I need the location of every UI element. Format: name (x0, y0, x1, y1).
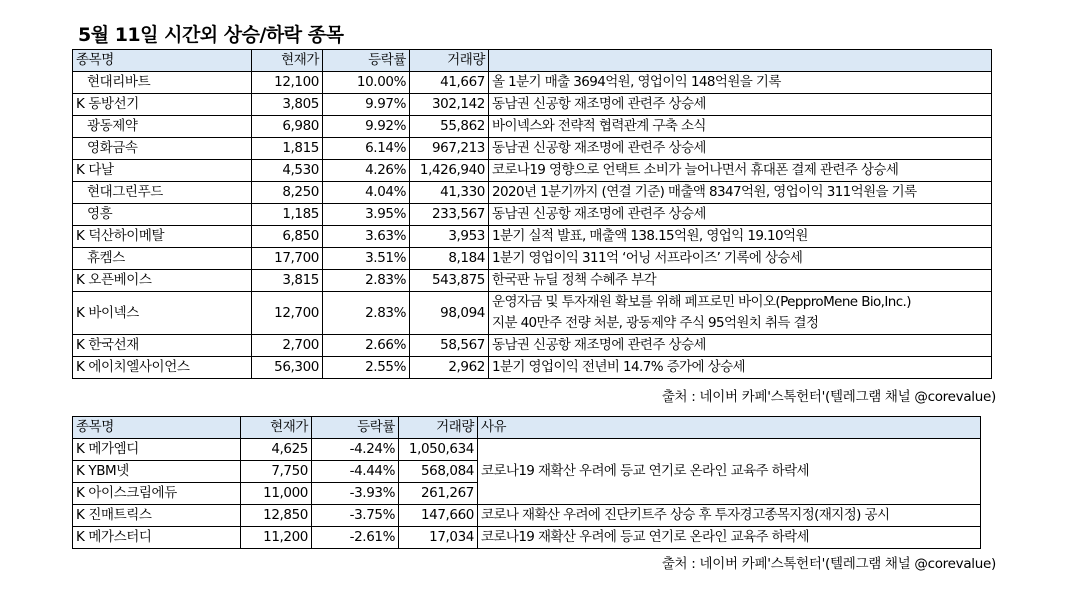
stock-reason-merged: 코로나19 재확산 우려에 등교 연기로 온라인 교육주 하락세 (478, 439, 981, 505)
stock-reason: 1분기 영업이익 311억 ‘어닝 서프라이즈’ 기록에 상승세 (489, 248, 992, 270)
stock-reason: 2020년 1분기까지 (연결 기준) 매출액 8347억원, 영업이익 311억원을 기록 (489, 182, 992, 204)
stock-change: 4.04% (323, 182, 410, 204)
stock-volume: 8,184 (410, 248, 489, 270)
stock-volume: 17,034 (399, 527, 478, 549)
table-row (73, 505, 981, 527)
reason-line-1: 운영자금 및 투자재원 확보를 위해 페프로민 바이오(PepproMene Bio,Inc.) (492, 294, 911, 310)
stock-name: K 다날 (73, 160, 252, 182)
stock-change: -3.75% (312, 505, 399, 527)
stock-change: -4.24% (312, 439, 399, 461)
stock-name: K YBM넷 (73, 461, 241, 483)
page-title: 5월 11일 시간외 상승/하락 종목 (78, 24, 344, 46)
stock-name: K 오픈베이스 (73, 270, 252, 292)
stock-price: 6,980 (252, 116, 323, 138)
stock-volume: 261,267 (399, 483, 478, 505)
stock-volume: 41,330 (410, 182, 489, 204)
stock-price: 1,815 (252, 138, 323, 160)
stock-volume: 55,862 (410, 116, 489, 138)
stock-volume: 98,094 (410, 292, 489, 335)
stock-change: 9.97% (323, 94, 410, 116)
header-price: 현재가 (252, 50, 323, 72)
stock-name: K 아이스크림에듀 (73, 483, 241, 505)
stock-name: 현대리바트 (73, 72, 252, 94)
stock-change: -4.44% (312, 461, 399, 483)
table-row (73, 160, 992, 182)
stock-change: 3.51% (323, 248, 410, 270)
stock-reason (489, 292, 992, 335)
stock-reason: 1분기 실적 발표, 매출액 138.15억원, 영업익 19.10억원 (489, 226, 992, 248)
stock-volume: 2,962 (410, 357, 489, 379)
stock-name: K 메가스터디 (73, 527, 241, 549)
stock-change: 4.26% (323, 160, 410, 182)
table-row (73, 439, 981, 461)
stock-price: 8,250 (252, 182, 323, 204)
stock-name: K 동방선기 (73, 94, 252, 116)
stock-volume: 233,567 (410, 204, 489, 226)
header-change: 등락률 (312, 417, 399, 439)
stock-reason: 올 1분기 매출 3694억원, 영업이익 148억원을 기록 (489, 72, 992, 94)
stock-reason: 코로나 재확산 우려에 진단키트주 상승 후 투자경고종목지정(재지정) 공시 (478, 505, 981, 527)
stock-volume: 58,567 (410, 335, 489, 357)
stock-price: 12,850 (241, 505, 312, 527)
stock-name: K 에이치엘사이언스 (73, 357, 252, 379)
stock-price: 4,530 (252, 160, 323, 182)
source-note: 출처 : 네이버 카페'스톡헌터'(텔레그램 채널 @corevalue) (661, 389, 996, 405)
header-name: 종목명 (73, 50, 252, 72)
header-reason (489, 50, 992, 72)
stock-name: K 한국선재 (73, 335, 252, 357)
stock-volume: 1,426,940 (410, 160, 489, 182)
source-note: 출처 : 네이버 카페'스톡헌터'(텔레그램 채널 @corevalue) (661, 556, 996, 572)
stock-volume: 3,953 (410, 226, 489, 248)
table-header-row (73, 417, 981, 439)
table-row (73, 94, 992, 116)
stock-name: K 진매트릭스 (73, 505, 241, 527)
stock-price: 3,815 (252, 270, 323, 292)
rising-stocks-table (72, 49, 992, 379)
stock-volume: 967,213 (410, 138, 489, 160)
stock-change: 9.92% (323, 116, 410, 138)
stock-volume: 41,667 (410, 72, 489, 94)
stock-change: 2.66% (323, 335, 410, 357)
table-row (73, 292, 992, 335)
stock-price: 56,300 (252, 357, 323, 379)
stock-name: 현대그린푸드 (73, 182, 252, 204)
table-row (73, 182, 992, 204)
stock-change: -2.61% (312, 527, 399, 549)
stock-reason: 1분기 영업이익 전년비 14.7% 증가에 상승세 (489, 357, 992, 379)
stock-reason: 바이넥스와 전략적 협력관계 구축 소식 (489, 116, 992, 138)
stock-volume: 568,084 (399, 461, 478, 483)
stock-price: 7,750 (241, 461, 312, 483)
table-row (73, 116, 992, 138)
stock-volume: 543,875 (410, 270, 489, 292)
stock-change: 3.63% (323, 226, 410, 248)
stock-name: K 바이넥스 (73, 292, 252, 335)
stock-volume: 1,050,634 (399, 439, 478, 461)
header-volume: 거래량 (399, 417, 478, 439)
stock-reason: 동남권 신공항 재조명에 관련주 상승세 (489, 335, 992, 357)
table-row (73, 357, 992, 379)
stock-price: 12,700 (252, 292, 323, 335)
stock-name: K 메가엠디 (73, 439, 241, 461)
stock-price: 12,100 (252, 72, 323, 94)
stock-change: 6.14% (323, 138, 410, 160)
header-volume: 거래량 (410, 50, 489, 72)
falling-stocks-table (72, 416, 981, 549)
table-header-row (73, 50, 992, 72)
stock-name: 광동제약 (73, 116, 252, 138)
stock-volume: 302,142 (410, 94, 489, 116)
reason-line-2: 지분 40만주 전량 처분, 광동제약 주식 95억원치 취득 결정 (492, 315, 819, 331)
table-row (73, 72, 992, 94)
table-row (73, 226, 992, 248)
table-row (73, 335, 992, 357)
header-reason: 사유 (478, 417, 981, 439)
stock-price: 11,200 (241, 527, 312, 549)
stock-change: 2.55% (323, 357, 410, 379)
header-name: 종목명 (73, 417, 241, 439)
stock-price: 3,805 (252, 94, 323, 116)
stock-change: 10.00% (323, 72, 410, 94)
table-row (73, 248, 992, 270)
stock-name: 영흥 (73, 204, 252, 226)
stock-reason: 동남권 신공항 재조명에 관련주 상승세 (489, 138, 992, 160)
stock-reason: 동남권 신공항 재조명에 관련주 상승세 (489, 94, 992, 116)
table-row (73, 270, 992, 292)
stock-reason: 코로나19 영향으로 언택트 소비가 늘어나면서 휴대폰 결제 관련주 상승세 (489, 160, 992, 182)
stock-change: 2.83% (323, 292, 410, 335)
stock-name: K 덕산하이메탈 (73, 226, 252, 248)
stock-price: 4,625 (241, 439, 312, 461)
stock-volume: 147,660 (399, 505, 478, 527)
stock-price: 2,700 (252, 335, 323, 357)
stock-change: 2.83% (323, 270, 410, 292)
table-row (73, 138, 992, 160)
table-row (73, 204, 992, 226)
stock-change: -3.93% (312, 483, 399, 505)
table-row (73, 527, 981, 549)
stock-name: 영화금속 (73, 138, 252, 160)
stock-change: 3.95% (323, 204, 410, 226)
header-price: 현재가 (241, 417, 312, 439)
stock-price: 11,000 (241, 483, 312, 505)
stock-price: 1,185 (252, 204, 323, 226)
stock-name: 휴켐스 (73, 248, 252, 270)
header-change: 등락률 (323, 50, 410, 72)
stock-reason: 코로나19 재확산 우려에 등교 연기로 온라인 교육주 하락세 (478, 527, 981, 549)
stock-reason: 동남권 신공항 재조명에 관련주 상승세 (489, 204, 992, 226)
stock-reason: 한국판 뉴딜 정책 수혜주 부각 (489, 270, 992, 292)
stock-price: 17,700 (252, 248, 323, 270)
stock-price: 6,850 (252, 226, 323, 248)
